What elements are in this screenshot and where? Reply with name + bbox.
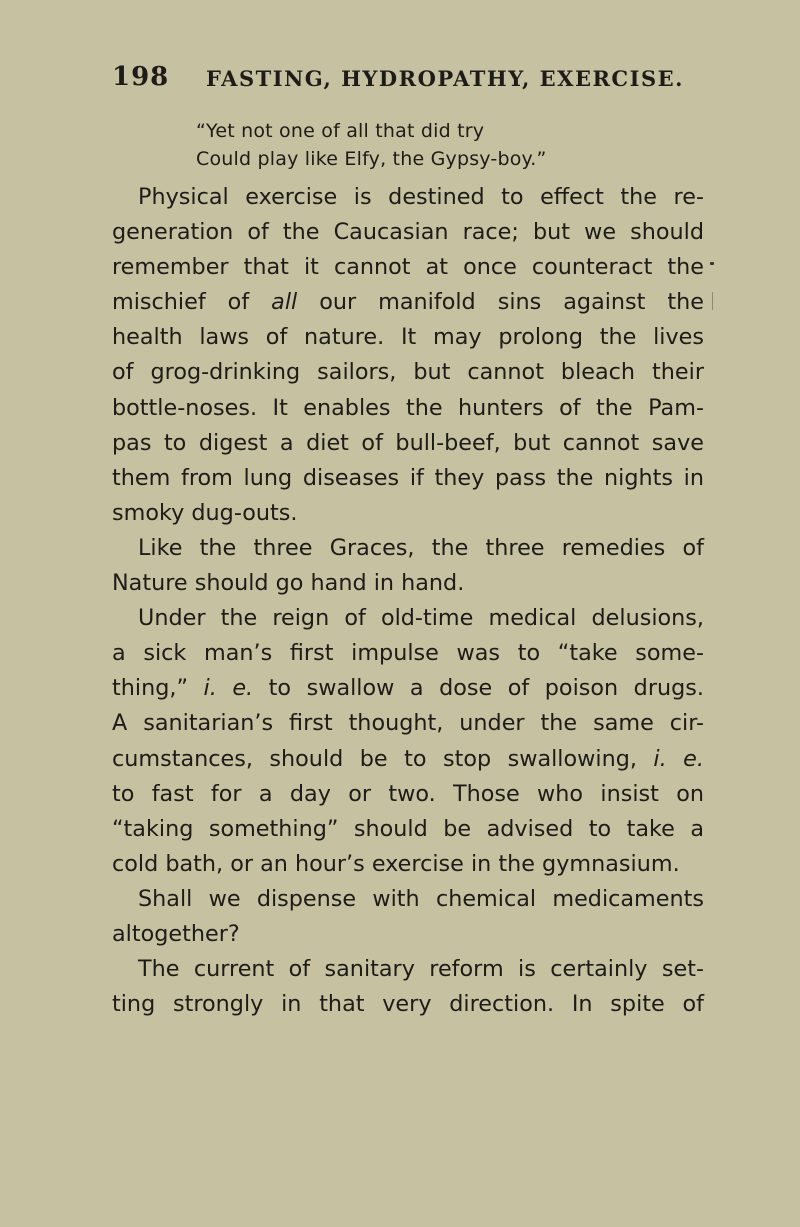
page-number: 198 (112, 62, 170, 92)
text-segment: A sanitarian’s first thought, under the same cir- (112, 710, 704, 737)
text-line (112, 636, 704, 671)
text-segment: to swallow a dose of poison drugs. (253, 675, 704, 702)
text-segment: them from lung diseases if they pass the nights in (112, 464, 704, 491)
italic-text: all (271, 289, 298, 316)
text-line (112, 496, 704, 531)
text-line (112, 987, 704, 1022)
text-line (112, 250, 704, 285)
text-line (112, 917, 704, 952)
text-line (112, 391, 704, 426)
text-line (112, 566, 704, 601)
text-segment: smoky dug-outs. (112, 499, 298, 526)
text-segment: Physical exercise is destined to effect the re- (138, 184, 704, 210)
text-segment: our manifold sins against the (297, 289, 704, 316)
text-segment: Shall we dispense with chemical medicaments (138, 885, 704, 912)
text-line (112, 180, 704, 215)
text-line (112, 706, 704, 741)
text-segment: “taking something” should be advised to take a (112, 815, 704, 842)
text-segment: Nature should go hand in hand. (112, 570, 465, 597)
text-segment: pas to digest a diet of bull-beef, but cannot save (112, 429, 704, 456)
text-segment: altogether? (112, 920, 240, 947)
text-segment: ting strongly in that very direction. In spite of (112, 991, 704, 1018)
text-segment: of grog-drinking sailors, but cannot bleach their (112, 359, 704, 386)
text-segment: cumstances, should be to stop swallowing, (112, 745, 654, 772)
text-segment: a sick man’s first impulse was to “take some- (112, 640, 704, 667)
text-line (112, 812, 704, 847)
text-segment: Under the reign of old-time medical delusions, (138, 605, 704, 632)
running-head (112, 62, 712, 102)
italic-text: i. e. (203, 675, 254, 702)
text-line (112, 952, 704, 987)
text-line (112, 847, 704, 882)
text-segment: Like the three Graces, the three remedies of (138, 534, 704, 561)
text-line (112, 882, 704, 917)
verse-quote (196, 117, 547, 173)
running-title: FASTING, HYDROPATHY, EXERCISE. (206, 66, 684, 91)
text-segment: generation of the Caucasian race; but we should (112, 219, 704, 246)
text-segment: remember that it cannot at once counteract the (112, 254, 704, 281)
text-line (112, 671, 704, 706)
text-line (112, 742, 704, 777)
text-segment: bottle-noses. It enables the hunters of the Pam- (112, 394, 704, 421)
italic-text: i. e. (653, 745, 704, 772)
text-line (112, 285, 704, 320)
text-line (112, 601, 704, 636)
stray-mark (710, 262, 714, 265)
text-segment: thing,” (112, 675, 204, 702)
verse-line-2: Could play like Elfy, the Gypsy-boy.” (196, 148, 547, 170)
text-line (112, 426, 704, 461)
verse-line-1: “Yet not one of all that did try (196, 120, 485, 142)
text-segment: to fast for a day or two. Those who insist on (112, 780, 704, 807)
text-line (112, 320, 704, 355)
text-segment: The current of sanitary reform is certainly set- (138, 956, 704, 983)
text-line (112, 531, 704, 566)
text-line (112, 777, 704, 812)
text-line (112, 461, 704, 496)
body-text (112, 180, 704, 1022)
text-segment: health laws of nature. It may prolong the lives (112, 324, 704, 351)
text-line (112, 355, 704, 390)
text-line (112, 215, 704, 250)
text-segment: cold bath, or an hour’s exercise in the gymnasium. (112, 850, 680, 877)
page-edge-mark (712, 292, 713, 310)
text-segment: mischief of (112, 289, 272, 316)
